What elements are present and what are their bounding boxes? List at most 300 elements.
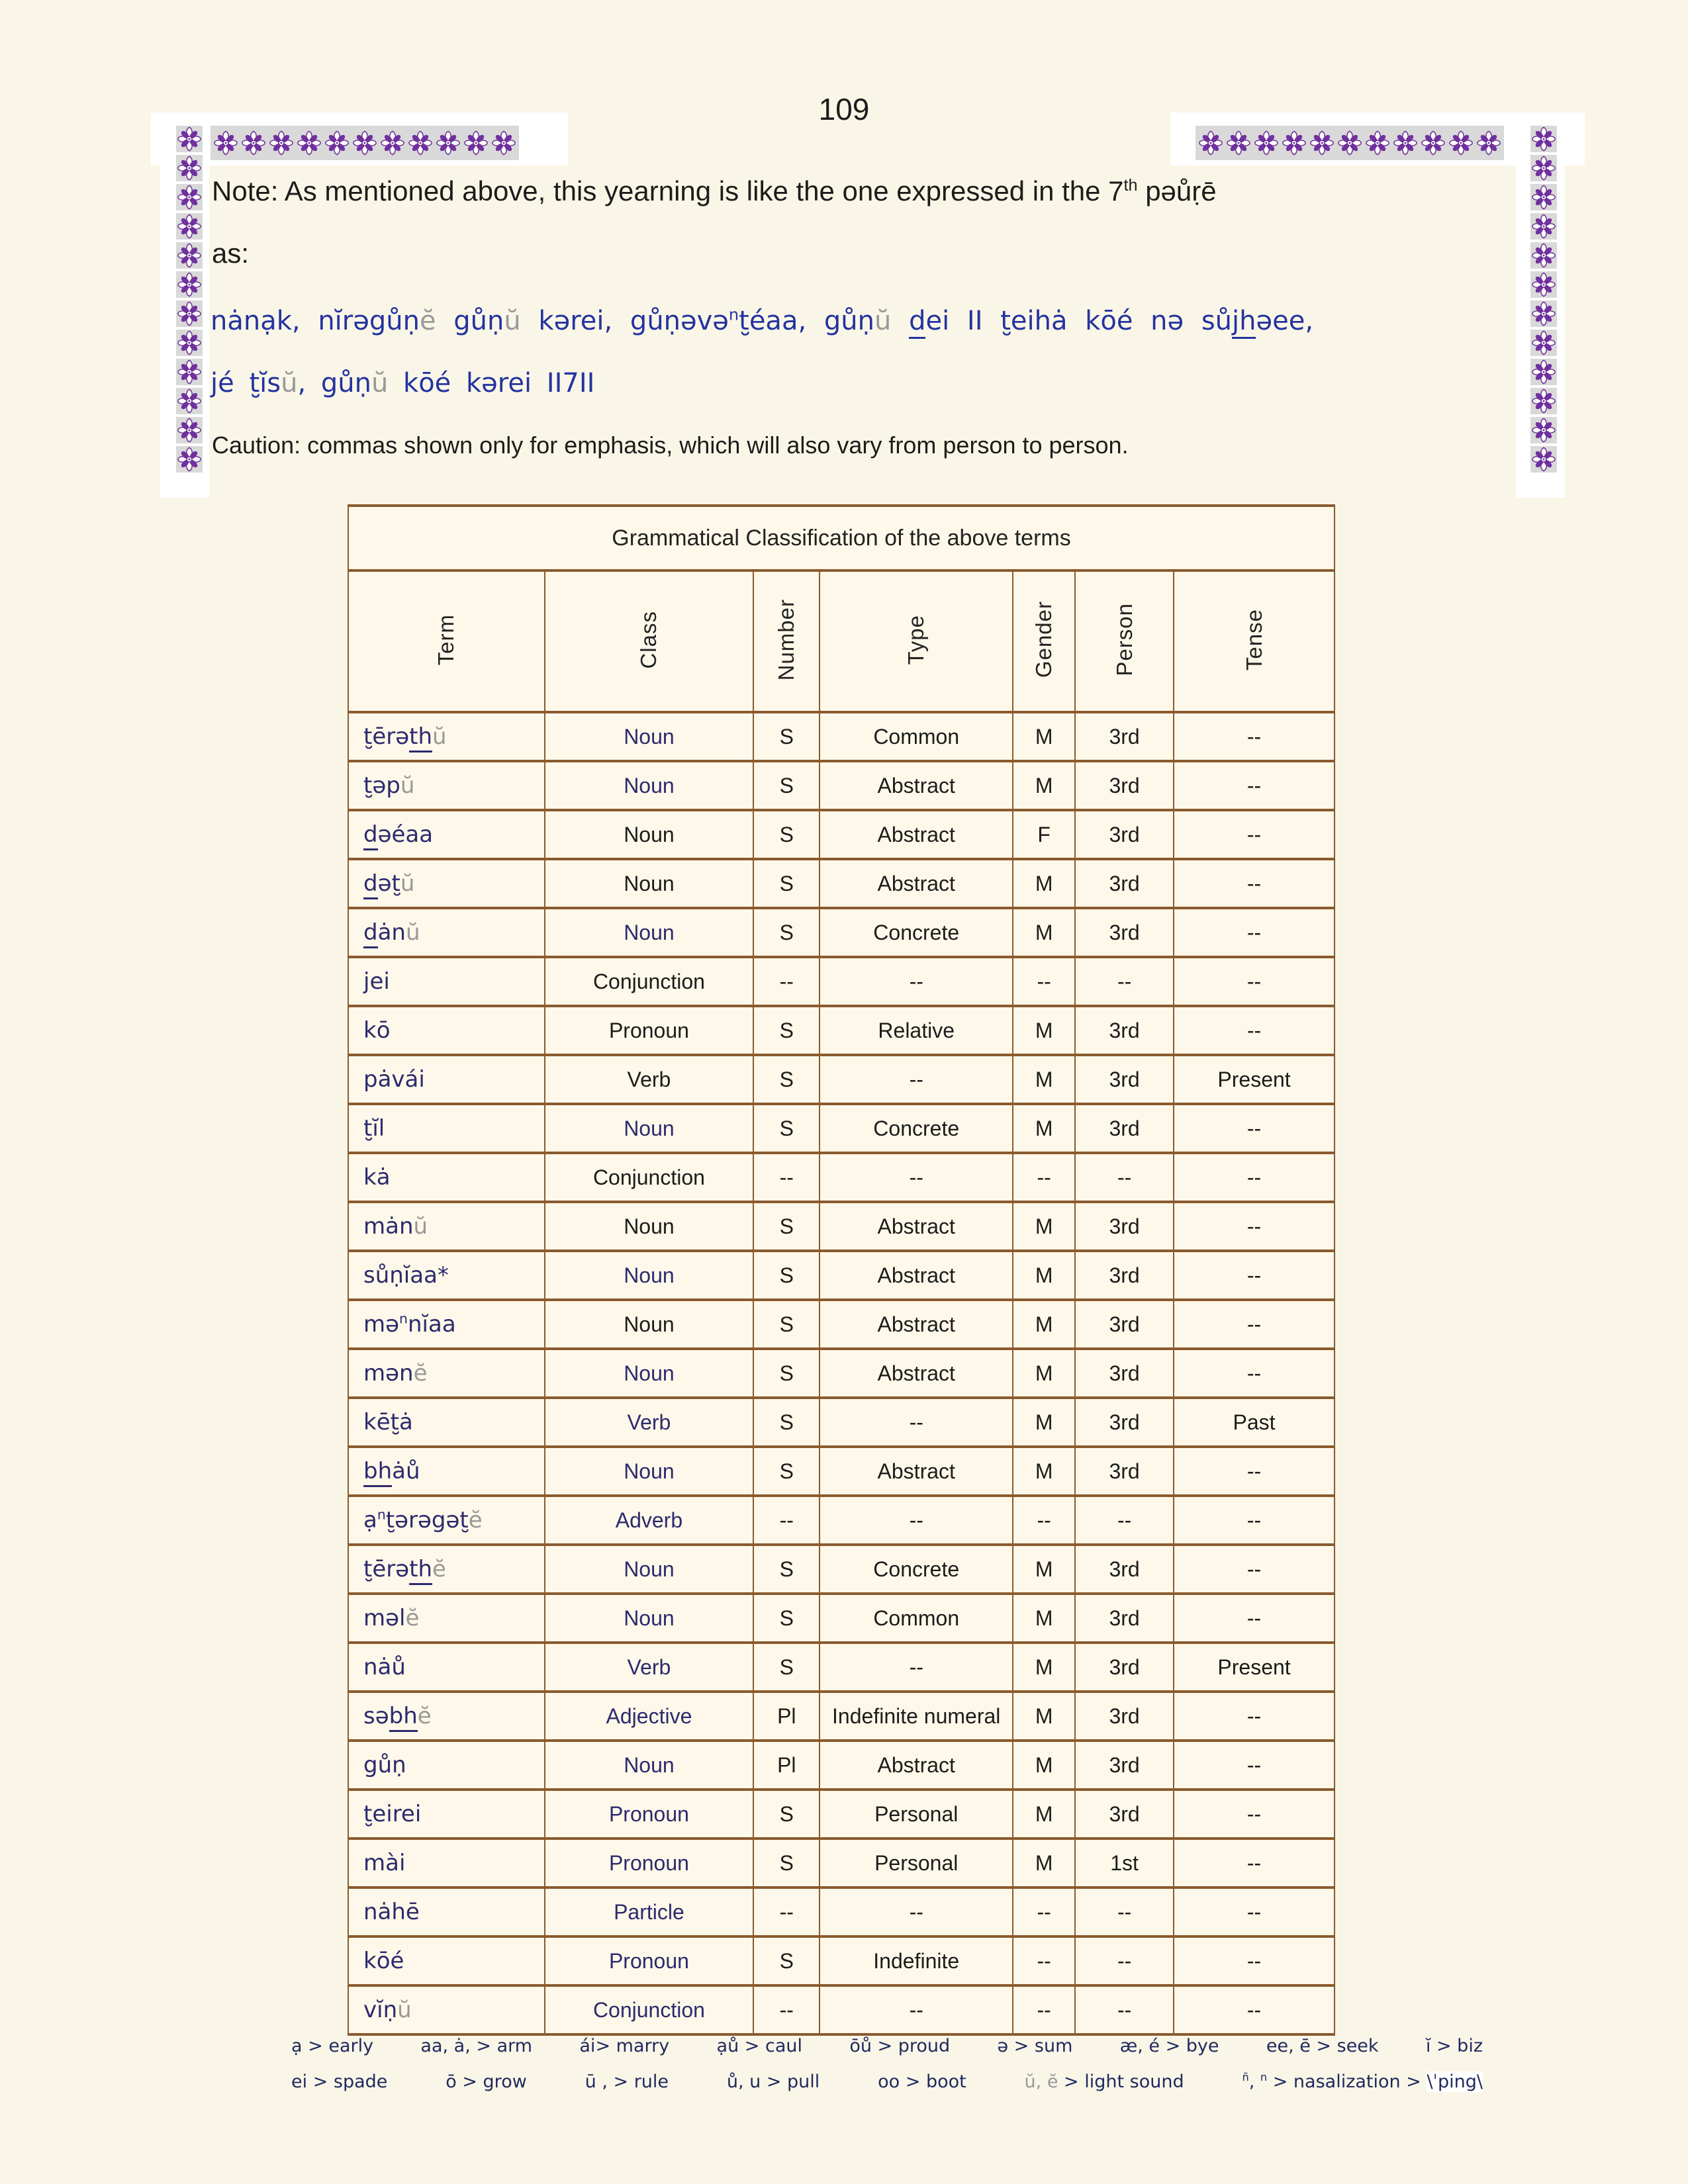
term-cell [348,1251,545,1300]
text-segment: nȧhē [363,1899,420,1925]
text-segment: nȧnạk, nĭrəgůṇ [211,306,420,336]
table-row [348,1447,1335,1496]
gender-cell: M [1013,859,1075,908]
type-cell: -- [820,1055,1013,1104]
tense-cell: -- [1174,1349,1335,1398]
number-cell: S [753,1202,820,1251]
number-cell: S [753,859,820,908]
flower-ornament-icon [462,129,490,157]
text-segment: ĕ [468,1507,483,1533]
flower-ornament-icon [1530,126,1557,152]
text-segment: ŭ [371,368,389,398]
number-cell: S [753,1545,820,1594]
number-cell: S [753,1104,820,1153]
legend-item [1242,2071,1483,2092]
class-cell: Noun [545,859,754,908]
table-row [348,761,1335,810]
text-segment: gůṇ [363,1752,406,1778]
table-row [348,1985,1335,2034]
legend-item [849,2036,950,2056]
flower-ornament-icon [176,330,203,356]
gender-cell: M [1013,1545,1075,1594]
class-cell: Noun [545,1545,754,1594]
tense-cell: -- [1174,957,1335,1006]
text-segment: n [728,305,739,324]
person-cell: 3rd [1075,712,1174,761]
type-cell: Personal [820,1790,1013,1839]
gender-cell: M [1013,1300,1075,1349]
tense-cell: -- [1174,1936,1335,1985]
term-cell [348,761,545,810]
table-row [348,859,1335,908]
type-cell: -- [820,1888,1013,1936]
table-row [348,1888,1335,1936]
legend-item [997,2036,1072,2056]
tense-cell: -- [1174,1594,1335,1643]
type-cell: Abstract [820,859,1013,908]
text-segment: ĕ [417,1703,432,1729]
note-line-2: as: [212,238,250,269]
legend-item [579,2036,669,2056]
text-segment: Note: As mentioned above, this yearning is like the one expressed in the 7 [212,175,1124,206]
text-segment: n [399,1310,408,1327]
text-segment: n [1260,2071,1268,2083]
gender-cell: M [1013,1790,1075,1839]
note-text [212,177,1536,267]
text-segment: ạ > early [291,2036,374,2056]
person-cell: -- [1075,957,1174,1006]
term-cell [348,1839,545,1888]
caution-text: Caution: commas shown only for emphasis, which will also vary from person to person. [212,432,1129,459]
column-header-label: Person [1111,603,1137,676]
text-segment: ĕ [432,1556,446,1582]
column-header-term [348,570,545,712]
flower-ornament-icon [1197,129,1225,157]
class-cell: Noun [545,1741,754,1790]
gender-cell: -- [1013,957,1075,1006]
person-cell: -- [1075,1153,1174,1202]
tense-cell: -- [1174,1006,1335,1055]
flower-ornament-icon [1391,129,1419,157]
tense-cell: -- [1174,1839,1335,1888]
text-segment: ĕ [413,1360,428,1387]
term-cell [348,1055,545,1104]
class-cell: Pronoun [545,1790,754,1839]
text-segment: sůṇĭaa* [363,1262,449,1289]
text-segment: ĕ [405,1605,420,1631]
legend-item [878,2071,966,2092]
type-cell: Abstract [820,761,1013,810]
number-cell: -- [753,1496,820,1545]
gender-cell: M [1013,1398,1075,1447]
gender-cell: F [1013,810,1075,859]
flower-ornament-icon [295,129,323,157]
tense-cell: -- [1174,1545,1335,1594]
table-row [348,1692,1335,1741]
type-cell: -- [820,1496,1013,1545]
gender-cell: M [1013,1349,1075,1398]
text-segment: ŭ [397,1997,412,2023]
text-segment: æ, é > bye [1119,2036,1219,2056]
person-cell: -- [1075,1936,1174,1985]
column-header-label: Tense [1241,608,1266,671]
term-cell [348,1985,545,2034]
verse-line-1 [211,306,1475,336]
flower-ornament-icon [1530,271,1557,298]
text-segment: kō [363,1017,391,1044]
person-cell: 3rd [1075,1545,1174,1594]
tense-cell: -- [1174,761,1335,810]
flower-ornament-icon [1336,129,1364,157]
text-segment: th [1123,176,1138,195]
flower-ornament-icon [1530,359,1557,385]
flower-ornament-icon [176,417,203,443]
text-segment: d [909,306,925,339]
class-cell: Conjunction [545,957,754,1006]
table-row [348,1251,1335,1300]
text-segment [891,306,909,336]
term-cell [348,1447,545,1496]
column-header-number [753,570,820,712]
type-cell: Abstract [820,810,1013,859]
column-header-gender [1013,570,1075,712]
class-cell: Noun [545,1104,754,1153]
term-cell [348,1741,545,1790]
table-row [348,1104,1335,1153]
flower-ornament-icon [240,129,267,157]
text-segment: jei [363,968,390,995]
note-line-1 [212,177,1536,205]
person-cell: -- [1075,1985,1174,2034]
text-segment: ŭ [504,306,521,336]
term-cell [348,1006,545,1055]
text-segment: th [409,723,432,752]
class-cell: Adverb [545,1496,754,1545]
person-cell: 3rd [1075,1643,1174,1692]
ornament-strip-top-right [1196,126,1504,160]
flower-ornament-icon [176,388,203,414]
text-segment: ŭ [281,368,298,398]
text-segment: n [377,1506,386,1523]
table-row [348,1643,1335,1692]
table-row [348,1790,1335,1839]
text-segment: t̮ērə [363,1556,410,1582]
person-cell: 3rd [1075,810,1174,859]
flower-ornament-icon [351,129,379,157]
tense-cell: -- [1174,1251,1335,1300]
term-cell [348,1692,545,1741]
tense-cell: Past [1174,1398,1335,1447]
gender-cell: -- [1013,1496,1075,1545]
person-cell: -- [1075,1888,1174,1936]
number-cell: S [753,1349,820,1398]
class-cell: Conjunction [545,1153,754,1202]
text-segment: oo > boot [878,2071,966,2092]
gender-cell: -- [1013,1985,1075,2034]
gender-cell: M [1013,761,1075,810]
table-row [348,1006,1335,1055]
flower-ornament-icon [1530,330,1557,356]
type-cell: Abstract [820,1741,1013,1790]
class-cell: Verb [545,1643,754,1692]
text-segment: ái> marry [579,2036,670,2056]
flower-ornament-icon [1447,129,1475,157]
term-cell [348,1594,545,1643]
legend-item [717,2036,802,2056]
person-cell: 3rd [1075,1055,1174,1104]
number-cell: S [753,1643,820,1692]
class-cell: Noun [545,1447,754,1496]
class-cell: Pronoun [545,1006,754,1055]
text-segment: ŭ [400,870,415,897]
class-cell: Verb [545,1398,754,1447]
flower-ornament-icon [434,129,462,157]
person-cell: 3rd [1075,1202,1174,1251]
gender-cell: -- [1013,1888,1075,1936]
text-segment: nȧů [363,1654,406,1680]
person-cell: 3rd [1075,859,1174,908]
gender-cell: M [1013,908,1075,957]
text-segment: mȧn [363,1213,414,1240]
text-segment: ət̮ [377,870,400,897]
page-number: 109 [818,92,870,126]
class-cell: Pronoun [545,1936,754,1985]
text-segment: sə [363,1703,389,1729]
text-segment: d [363,870,378,899]
tense-cell: -- [1174,1741,1335,1790]
text-segment: ȧů [392,1458,420,1484]
legend-item [420,2036,532,2056]
legend-item [727,2071,820,2092]
person-cell: 3rd [1075,1790,1174,1839]
person-cell: 3rd [1075,908,1174,957]
text-segment: ee, ē > seek [1266,2036,1379,2056]
table-row [348,957,1335,1006]
number-cell: Pl [753,1692,820,1741]
text-segment: ŭ [413,1213,428,1240]
term-cell [348,810,545,859]
legend-item [445,2071,527,2092]
text-segment: ŭ, ĕ [1024,2071,1058,2092]
column-header-label: Gender [1031,601,1056,678]
flower-ornament-icon [1419,129,1447,157]
type-cell: Concrete [820,1104,1013,1153]
gender-cell: M [1013,1447,1075,1496]
table-row [348,908,1335,957]
flower-ornament-icon [1280,129,1308,157]
tense-cell: -- [1174,1153,1335,1202]
text-segment: ạ [363,1507,377,1533]
table-row [348,1741,1335,1790]
number-cell: S [753,1251,820,1300]
tense-cell: -- [1174,908,1335,957]
text-segment: , [1248,2071,1260,2092]
number-cell: S [753,1790,820,1839]
gender-cell: -- [1013,1936,1075,1985]
tense-cell: -- [1174,1447,1335,1496]
gender-cell: -- [1013,1153,1075,1202]
column-header-label: Type [904,614,929,665]
legend-item [291,2071,387,2092]
person-cell: 3rd [1075,1594,1174,1643]
class-cell: Noun [545,810,754,859]
number-cell: S [753,1398,820,1447]
gender-cell: M [1013,1594,1075,1643]
number-cell: S [753,1055,820,1104]
text-segment: \ˈping\ [1427,2071,1483,2092]
type-cell: Common [820,1594,1013,1643]
text-segment: th [409,1556,432,1585]
text-segment: t̮éaa, gůṇ [739,306,874,336]
text-segment: vĭṇ [363,1997,398,2023]
text-segment: məl [363,1605,406,1631]
table-row [348,1202,1335,1251]
text-segment: ə > sum [997,2036,1073,2056]
person-cell: 3rd [1075,761,1174,810]
text-segment: pəůṛē [1137,175,1217,206]
text-segment: kōé kərei II7II [388,368,595,398]
number-cell: S [753,1839,820,1888]
flower-ornament-icon [1364,129,1391,157]
text-segment: ĕ [419,306,436,336]
text-segment: bh [389,1703,418,1732]
column-header-class [545,570,754,712]
gender-cell: M [1013,1055,1075,1104]
text-segment: kēt̮ȧ [363,1409,413,1435]
flower-ornament-icon [176,213,203,240]
person-cell: 3rd [1075,1104,1174,1153]
type-cell: -- [820,1643,1013,1692]
ornament-strip-top-left [211,126,519,160]
legend-item [1266,2036,1379,2056]
term-cell [348,1936,545,1985]
text-segment: gůṇ [436,306,504,336]
term-cell [348,1888,545,1936]
text-segment: ŭ [874,306,892,336]
text-segment: kərei, gůṇəvə [520,306,729,336]
gender-cell: M [1013,1104,1075,1153]
number-cell: S [753,908,820,957]
class-cell: Noun [545,712,754,761]
text-segment: t̮ērə [363,723,410,750]
number-cell: S [753,1936,820,1985]
table-row [348,1545,1335,1594]
table-row [348,1055,1335,1104]
number-cell: -- [753,957,820,1006]
flower-ornament-icon [406,129,434,157]
term-cell [348,1496,545,1545]
verse-text [211,306,1475,398]
flower-ornament-icon [1308,129,1336,157]
table-row [348,1349,1335,1398]
number-cell: S [753,712,820,761]
legend-row-2 [291,2071,1483,2092]
legend-item [585,2071,669,2092]
gender-cell: M [1013,1692,1075,1741]
column-header-person [1075,570,1174,712]
flower-ornament-icon [176,446,203,473]
person-cell: 1st [1075,1839,1174,1888]
legend-row-1 [291,2036,1483,2056]
term-cell [348,712,545,761]
text-segment: d [363,821,378,850]
type-cell: Relative [820,1006,1013,1055]
text-segment: ei II t̮eihȧ kōé nə sů [925,306,1233,336]
class-cell: Noun [545,761,754,810]
term-cell [348,1104,545,1153]
type-cell: Abstract [820,1300,1013,1349]
tense-cell: -- [1174,1985,1335,2034]
type-cell: Abstract [820,1447,1013,1496]
flower-ornament-icon [1225,129,1252,157]
table-header-row [348,570,1335,712]
text-segment: t̮əp [363,772,400,799]
table-row [348,1594,1335,1643]
table-row [348,1496,1335,1545]
text-segment: ạů > caul [716,2036,802,2056]
type-cell: Common [820,712,1013,761]
flower-ornament-icon [1530,388,1557,414]
term-cell [348,957,545,1006]
person-cell: 3rd [1075,1447,1174,1496]
person-cell: 3rd [1075,1251,1174,1300]
person-cell: 3rd [1075,1398,1174,1447]
number-cell: S [753,810,820,859]
gender-cell: M [1013,1202,1075,1251]
text-segment: jh [1232,306,1256,339]
table-row [348,1300,1335,1349]
type-cell: -- [820,1398,1013,1447]
ornament-column-left [176,126,203,473]
flower-ornament-icon [176,242,203,269]
class-cell: Noun [545,1349,754,1398]
flower-ornament-icon [176,184,203,210]
table-row [348,1398,1335,1447]
tense-cell: -- [1174,1104,1335,1153]
flower-ornament-icon [176,300,203,327]
table-title-row [348,506,1335,570]
text-segment: d [363,919,378,948]
text-segment: ōů > proud [849,2036,951,2056]
text-segment: jé t̮ĭs [211,368,281,398]
person-cell: 3rd [1075,1006,1174,1055]
text-segment: mə [363,1311,400,1338]
class-cell: Pronoun [545,1839,754,1888]
flower-ornament-icon [176,126,203,152]
flower-ornament-icon [323,129,351,157]
legend-item [1120,2036,1219,2056]
table-row [348,1153,1335,1202]
type-cell: Concrete [820,908,1013,957]
flower-ornament-icon [490,129,518,157]
flower-ornament-icon [1530,300,1557,327]
flower-ornament-icon [176,155,203,181]
grammar-table [348,504,1335,2036]
class-cell: Noun [545,908,754,957]
type-cell: Indefinite numeral [820,1692,1013,1741]
tense-cell: Present [1174,1055,1335,1104]
person-cell: 3rd [1075,1692,1174,1741]
tense-cell: Present [1174,1643,1335,1692]
class-cell: Noun [545,1594,754,1643]
type-cell: Abstract [820,1202,1013,1251]
text-segment: kōé [363,1948,404,1974]
term-cell [348,859,545,908]
text-segment: ŭ [400,772,415,799]
flower-ornament-icon [212,129,240,157]
tense-cell: -- [1174,1202,1335,1251]
table-row [348,1936,1335,1985]
